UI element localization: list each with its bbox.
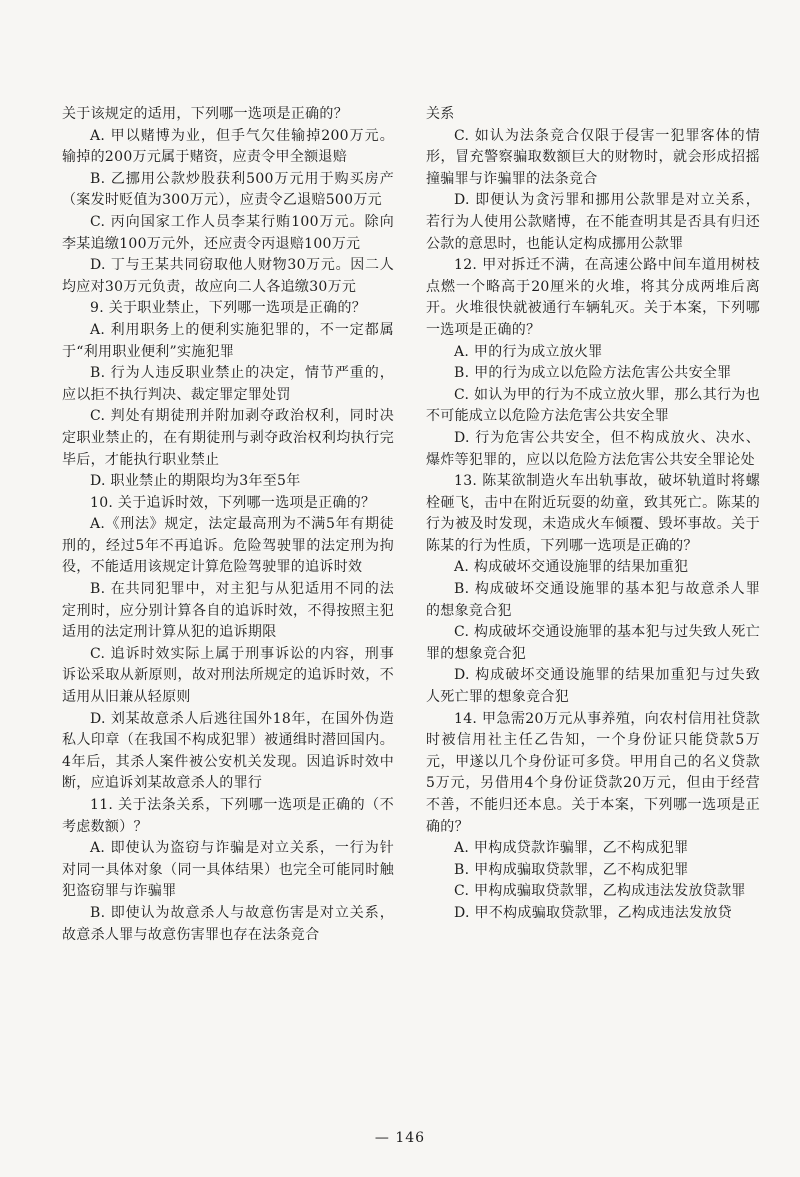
paragraph: C. 丙向国家工作人员李某行贿100万元。除向李某追缴100万元外，还应责令丙退赔100万元 — [62, 213, 394, 252]
paragraph: C. 甲构成骗取贷款罪，乙构成违法发放贷款罪 — [454, 883, 746, 900]
paragraph: C. 如认为法条竞合仅限于侵害一犯罪客体的情形，冒充警察骗取数额巨大的财物时，就会形成招摇撞骗罪与诈骗罪的法条竞合 — [426, 127, 760, 187]
paragraph: A. 即使认为盗窃与诈骗是对立关系，一行为针对同一具体对象（同一具体结果）也完全可能同时触犯盗窃罪与诈骗罪 — [62, 840, 394, 900]
paragraph: C. 追诉时效实际上属于刑事诉讼的内容，刑事诉讼采取从新原则，故对刑法所规定的追诉时效，不适用从旧兼从轻原则 — [62, 645, 394, 706]
paragraph: D. 丁与王某共同窃取他人财物30万元。因二人均应对30万元负责，故应向二人各追缴30万元 — [62, 257, 394, 295]
paragraph: A. 甲以赌博为业，但手气欠佳输掉200万元。输掉的200万元属于赌资，应责令甲全额退赔 — [62, 127, 394, 166]
paragraph: B. 甲的行为成立以危险方法危害公共安全罪 — [454, 365, 732, 382]
paragraph: 关系 — [426, 106, 455, 122]
paragraph: B. 乙挪用公款炒股获利500万元用于购买房产（案发时贬值为300万元），应责令乙退赔500万元 — [62, 170, 394, 209]
paragraph: A.《刑法》规定，法定最高刑为不满5年有期徒刑的，经过5年不再追诉。危险驾驶罪的法定刑为拘役，不能适用该规定计算危险驾驶罪的追诉时效 — [62, 516, 394, 576]
paragraph: 12. 甲对拆迁不满，在高速公路中间车道用树枝点燃一个略高于20厘米的火堆，将其分成两堆后离开。火堆很快就被通行车辆轧灭。关于本案，下列哪一选项是正确的？ — [426, 257, 760, 338]
paragraph: C. 如认为甲的行为不成立放火罪，那么其行为也不可能成立以危险方法危害公共安全罪 — [426, 386, 761, 425]
paragraph: C. 构成破坏交通设施罪的基本犯与过失致人死亡罪的想象竞合犯 — [426, 624, 761, 662]
paragraph: B. 即使认为故意杀人与故意伤害是对立关系，故意杀人罪与故意伤害罪也存在法条竞合 — [62, 904, 394, 943]
paragraph: 关于该规定的适用，下列哪一选项是正确的？ — [62, 106, 348, 122]
right-column — [426, 104, 760, 925]
paragraph: 11. 关于法条关系，下列哪一选项是正确的（不考虑数额）？ — [62, 797, 394, 835]
paragraph: C. 判处有期徒刑并附加剥夺政治权利，同时决定职业禁止的，在有期徒刑与剥夺政治权利均执行完毕后，才能执行职业禁止 — [62, 408, 394, 468]
paragraph: D. 即便认为贪污罪和挪用公款罪是对立关系，若行为人使用公款赌博，在不能查明其是否具有归还公款的意思时，也能认定构成挪用公款罪 — [426, 192, 760, 252]
paragraph: D. 职业禁止的期限均为3年至5年 — [90, 473, 301, 490]
paragraph: D. 刘某故意杀人后逃往国外18年，在国外伪造私人印章（在我国不构成犯罪）被通缉时潜回国内。4年后，其杀人案件被公安机关发现。因追诉时效中断，应追诉刘某故意杀人的罪行 — [62, 710, 394, 792]
paragraph: D. 构成破坏交通设施罪的结果加重犯与过失致人死亡罪的想象竞合犯 — [426, 667, 760, 706]
page-number: — 146 — [374, 1130, 426, 1146]
paragraph: 10. 关于追诉时效，下列哪一选项是正确的？ — [90, 494, 376, 511]
paragraph: A. 甲的行为成立放火罪 — [454, 343, 603, 360]
paragraph: B. 行为人违反职业禁止的决定，情节严重的，应以拒不执行判决、裁定罪定罪处罚 — [62, 365, 394, 403]
paragraph: B. 构成破坏交通设施罪的基本犯与故意杀人罪的想象竞合犯 — [426, 581, 760, 619]
paragraph: 14. 甲急需20万元从事养殖，向农村信用社贷款时被信用社主任乙告知，一个身份证只能贷款5万元，甲遂以几个身份证可多贷。甲用自己的名义贷款5万元，另借用4个身份证贷款20万元，但由于经营不善，不能归还本息。关于本案，下列哪一选项是正确的？ — [426, 710, 760, 835]
paragraph: 9. 关于职业禁止，下列哪一选项是正确的？ — [90, 300, 367, 317]
paragraph: A. 利用职务上的便利实施犯罪的，不一定都属于“利用职业便利”实施犯罪 — [62, 321, 394, 360]
paragraph: A. 甲构成贷款诈骗罪，乙不构成犯罪 — [454, 840, 689, 857]
paragraph: D. 甲不构成骗取贷款罪，乙构成违法发放贷 — [454, 904, 732, 921]
paragraph: D. 行为危害公共安全，但不构成放火、决水、爆炸等犯罪的，应以以危险方法危害公共安全罪论处 — [426, 429, 760, 468]
paragraph: B. 在共同犯罪中，对主犯与从犯适用不同的法定刑时，应分别计算各自的追诉时效，不得按照主犯适用的法定刑计算从犯的追诉期限 — [62, 581, 394, 641]
paragraph: A. 构成破坏交通设施罪的结果加重犯 — [454, 559, 689, 576]
paragraph: 13. 陈某欲制造火车出轨事故，破坏轨道时将螺栓砸飞，击中在附近玩耍的幼童，致其死亡。陈某的行为被及时发现，未造成火车倾覆、毁坏事故。关于陈某的行为性质，下列哪一选项是正确的？ — [426, 473, 760, 554]
paragraph: B. 甲构成骗取贷款罪，乙不构成犯罪 — [454, 861, 689, 878]
left-column — [62, 104, 394, 946]
